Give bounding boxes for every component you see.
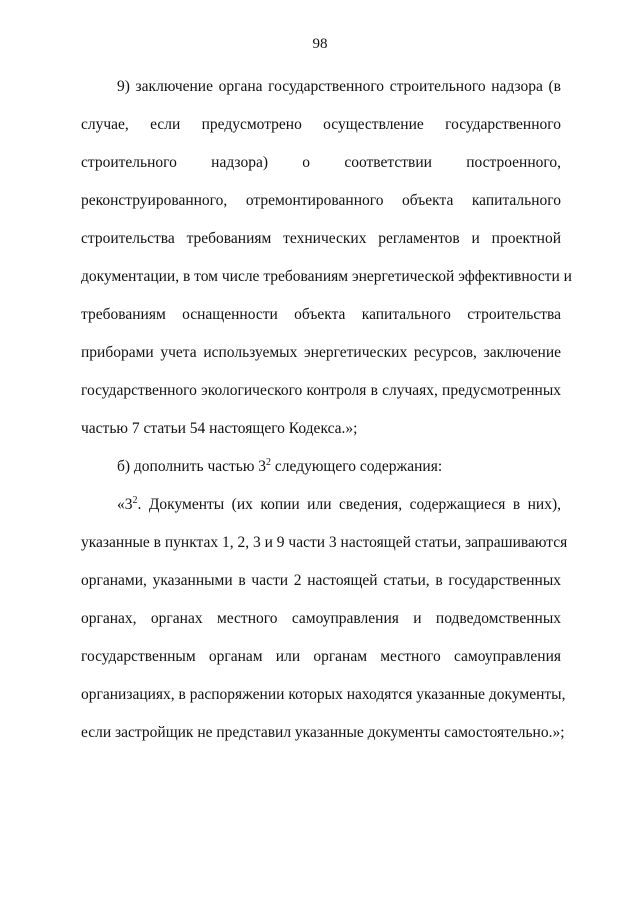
- text-fragment: б) дополнить частью 3: [117, 458, 267, 475]
- text-line: 9) заключение органа государственного строительного надзора (в: [117, 78, 561, 95]
- text-line: организациях, в распоряжении которых находятся указанные документы,: [81, 686, 566, 703]
- text-fragment: «3: [117, 496, 133, 513]
- text-line: документации, в том числе требованиям энергетической эффективности и: [81, 268, 572, 285]
- text-line: строительства требованиям технических регламентов и проектной: [81, 230, 561, 247]
- superscript: 2: [266, 456, 272, 468]
- superscript: 2: [132, 494, 138, 506]
- text-line: органами, указанными в части 2 настоящей статьи, в государственных: [81, 572, 561, 589]
- text-line: случае, если предусмотрено осуществление государственного: [81, 116, 561, 133]
- text-fragment: . Документы (их копии или сведения, содержащиеся в них),: [137, 496, 561, 513]
- text-line: если застройщик не представил указанные документы самостоятельно.»;: [81, 724, 565, 741]
- text-line-article: [117, 495, 561, 515]
- text-line: указанные в пунктах 1, 2, 3 и 9 части 3 настоящей статьи, запрашиваются: [81, 534, 568, 551]
- text-fragment: следующего содержания:: [271, 458, 443, 475]
- text-line: требованиям оснащенности объекта капитального строительства: [81, 306, 561, 323]
- text-line-amendment: [117, 457, 561, 477]
- text-line: частью 7 статьи 54 настоящего Кодекса.»;: [81, 420, 358, 437]
- text-line: строительного надзора) о соответствии построенного,: [81, 154, 561, 171]
- text-line: государственного экологического контроля в случаях, предусмотренных: [81, 382, 561, 399]
- text-line: приборами учета используемых энергетических ресурсов, заключение: [81, 344, 561, 361]
- page-number: 98: [312, 36, 328, 52]
- text-line: государственным органам или органам местного самоуправления: [81, 648, 561, 665]
- text-line: реконструированного, отремонтированного объекта капитального: [81, 192, 561, 209]
- text-line: органах, органах местного самоуправления и подведомственных: [81, 610, 561, 627]
